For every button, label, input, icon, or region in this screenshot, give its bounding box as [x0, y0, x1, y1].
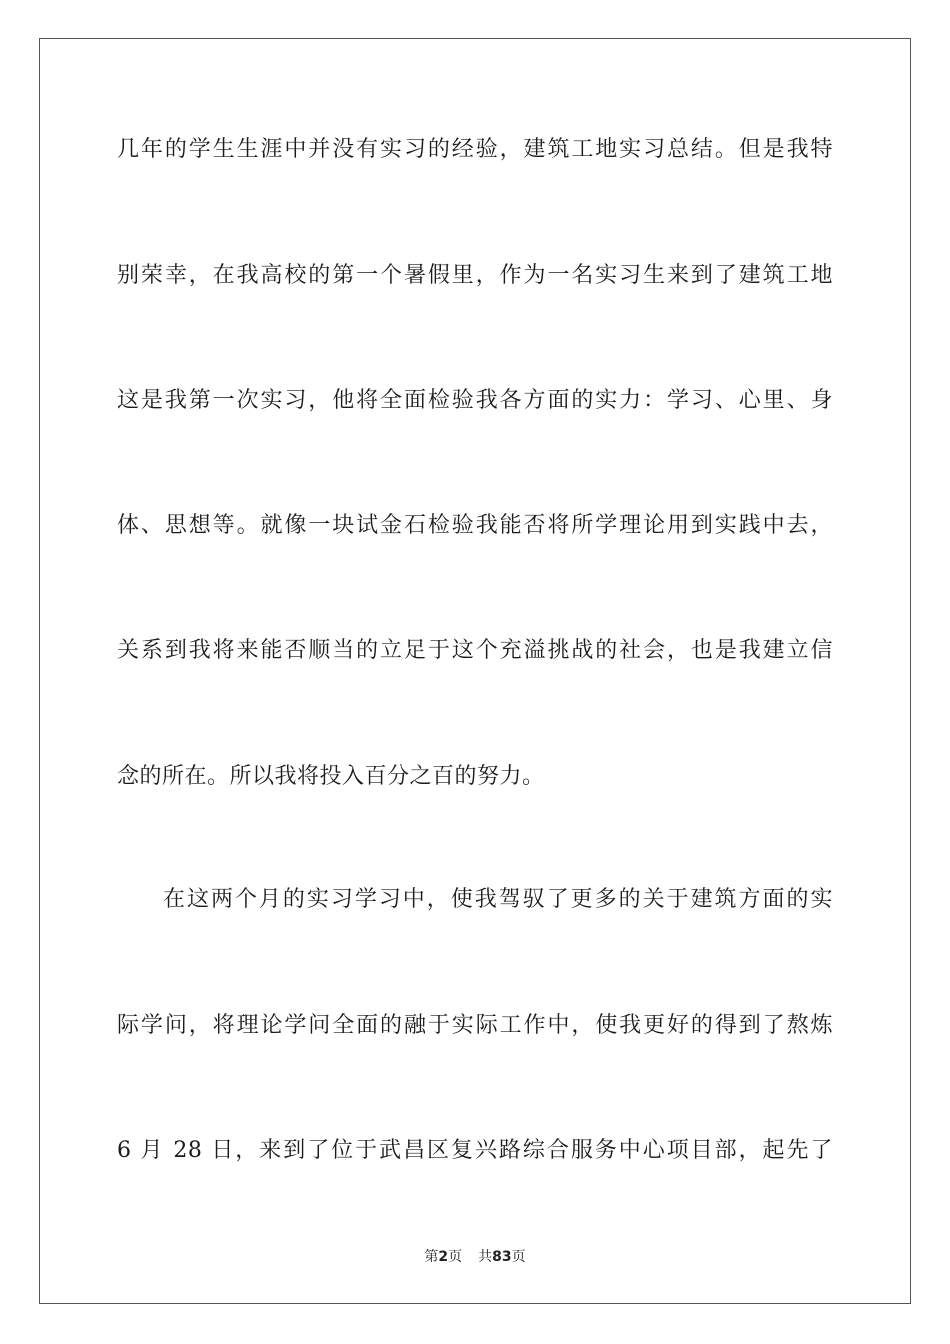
paragraph-line: 这是我第一次实习，他将全面检验我各方面的实力：学习、心里、身: [117, 388, 833, 413]
page-prefix: 第: [424, 1249, 439, 1265]
total-prefix: 共: [478, 1249, 493, 1265]
paragraph-line: 念的所在。所以我将投入百分之百的努力。: [117, 764, 545, 789]
paragraph-line: 6 月 28 日，来到了位于武昌区复兴路综合服务中心项目部，起先了: [117, 1138, 833, 1163]
total-pages: 83: [492, 1249, 512, 1265]
paragraph-line: 际学问，将理论学问全面的融于实际工作中，使我更好的得到了熬炼: [117, 1013, 833, 1038]
total-suffix: 页: [511, 1249, 526, 1265]
paragraph-line: 关系到我将来能否顺当的立足于这个充溢挑战的社会，也是我建立信: [117, 638, 833, 663]
page-suffix: 页: [448, 1249, 463, 1265]
page-border: [39, 38, 911, 1304]
page-footer: [0, 1248, 950, 1266]
paragraph-line: 体、思想等。就像一块试金石检验我能否将所学理论用到实践中去，: [117, 513, 833, 538]
paragraph-line: 几年的学生生涯中并没有实习的经验，建筑工地实习总结。但是我特: [117, 137, 833, 162]
paragraph-line: 别荣幸，在我高校的第一个暑假里，作为一名实习生来到了建筑工地: [117, 263, 833, 288]
paragraph-line: 在这两个月的实习学习中，使我驾驭了更多的关于建筑方面的实: [163, 887, 833, 912]
page-number: 2: [438, 1249, 449, 1265]
